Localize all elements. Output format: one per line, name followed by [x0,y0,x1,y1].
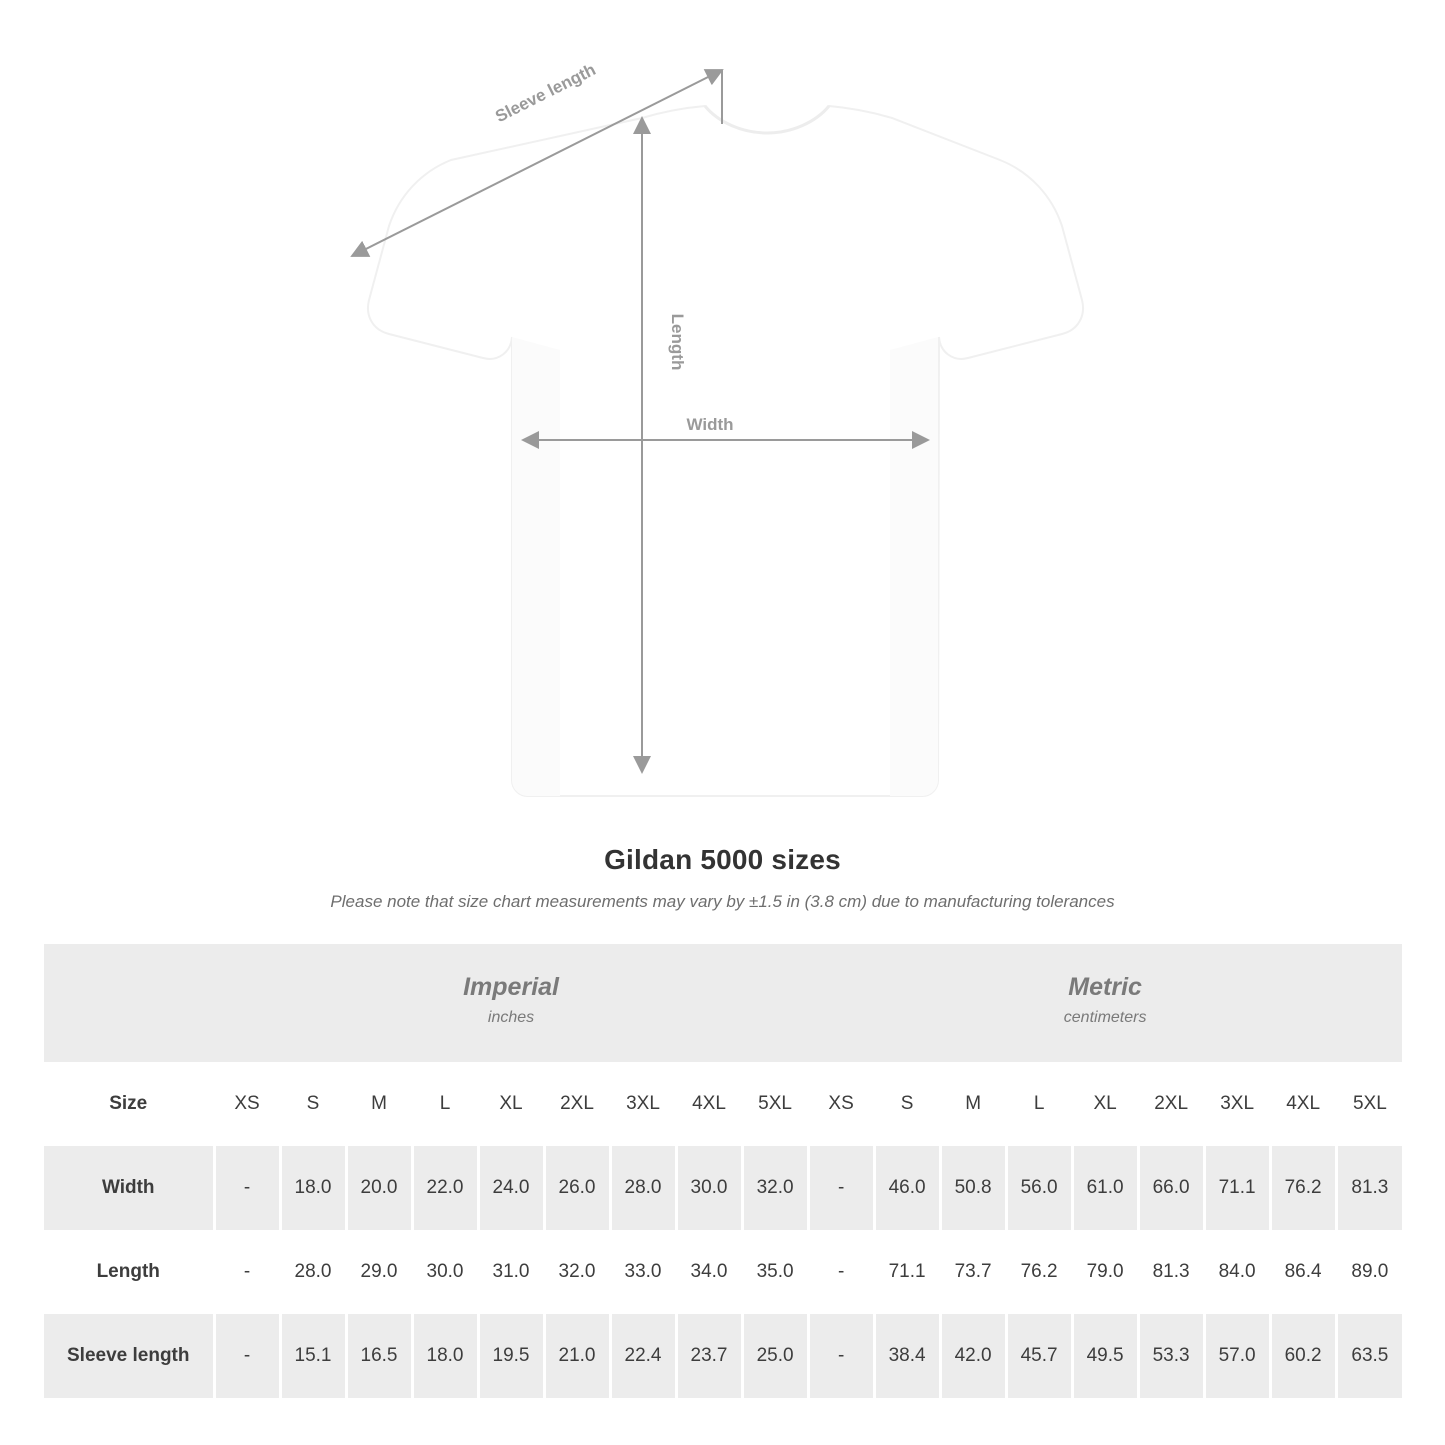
cell-length-imp-m: 29.0 [346,1230,412,1314]
row-label-sleeve-length: Sleeve length [44,1314,214,1398]
cell-width-met-s: 46.0 [874,1146,940,1230]
cell-sleeve-met-l: 45.7 [1006,1314,1072,1398]
size-header-imp-l: L [412,1062,478,1146]
cell-length-imp-5xl: 35.0 [742,1230,808,1314]
cell-width-met-5xl: 81.3 [1336,1146,1402,1230]
cell-length-met-xs: - [808,1230,874,1314]
cell-sleeve-met-5xl: 63.5 [1336,1314,1402,1398]
cell-width-met-xl: 61.0 [1072,1146,1138,1230]
table-row [44,1230,1402,1314]
cell-sleeve-met-3xl: 57.0 [1204,1314,1270,1398]
width-label: Width [686,415,734,434]
size-header-imp-2xl: 2XL [544,1062,610,1146]
size-header-met-2xl: 2XL [1138,1062,1204,1146]
cell-width-imp-2xl: 26.0 [544,1146,610,1230]
cell-length-imp-l: 30.0 [412,1230,478,1314]
size-header-imp-3xl: 3XL [610,1062,676,1146]
cell-length-met-m: 73.7 [940,1230,1006,1314]
chart-note: Please note that size chart measurements may vary by ±1.5 in (3.8 cm) due to manufacturing tolerances [330,892,1115,911]
cell-sleeve-met-xl: 49.5 [1072,1314,1138,1398]
table-row [44,1314,1402,1398]
size-header-imp-xl: XL [478,1062,544,1146]
size-header-row [44,1062,1402,1146]
size-table [44,944,1402,1398]
cell-width-met-4xl: 76.2 [1270,1146,1336,1230]
size-header-imp-m: M [346,1062,412,1146]
cell-width-imp-xl: 24.0 [478,1146,544,1230]
table-row [44,1146,1402,1230]
size-table-wrapper [44,944,1401,1398]
cell-length-met-s: 71.1 [874,1230,940,1314]
cell-width-met-3xl: 71.1 [1204,1146,1270,1230]
unit-metric-sub: centimeters [1063,1009,1147,1027]
unit-header-row [44,944,1402,1062]
cell-width-met-xs: - [808,1146,874,1230]
cell-width-met-m: 50.8 [940,1146,1006,1230]
unit-header-spacer [44,944,214,1062]
cell-sleeve-imp-4xl: 23.7 [676,1314,742,1398]
cell-width-imp-3xl: 28.0 [610,1146,676,1230]
size-header-met-4xl: 4XL [1270,1062,1336,1146]
cell-length-met-4xl: 86.4 [1270,1230,1336,1314]
cell-sleeve-imp-5xl: 25.0 [742,1314,808,1398]
cell-sleeve-met-s: 38.4 [874,1314,940,1398]
cell-length-met-xl: 79.0 [1072,1230,1138,1314]
unit-imperial-sub: inches [487,1009,535,1027]
cell-length-met-l: 76.2 [1006,1230,1072,1314]
cell-length-met-3xl: 84.0 [1204,1230,1270,1314]
size-header-met-s: S [874,1062,940,1146]
cell-sleeve-imp-s: 15.1 [280,1314,346,1398]
cell-length-imp-xs: - [214,1230,280,1314]
cell-width-imp-5xl: 32.0 [742,1146,808,1230]
cell-width-imp-4xl: 30.0 [676,1146,742,1230]
row-label-length: Length [44,1230,214,1314]
cell-length-imp-2xl: 32.0 [544,1230,610,1314]
size-header-met-xl: XL [1072,1062,1138,1146]
unit-imperial-name: Imperial [463,973,559,1002]
cell-length-met-2xl: 81.3 [1138,1230,1204,1314]
size-header-met-xs: XS [808,1062,874,1146]
size-header-met-3xl: 3XL [1204,1062,1270,1146]
size-header-label: Size [44,1062,214,1146]
size-header-imp-xs: XS [214,1062,280,1146]
size-header-imp-4xl: 4XL [676,1062,742,1146]
size-header-imp-s: S [280,1062,346,1146]
size-header-imp-5xl: 5XL [742,1062,808,1146]
cell-width-met-l: 56.0 [1006,1146,1072,1230]
cell-sleeve-imp-xl: 19.5 [478,1314,544,1398]
unit-header-imperial [214,944,808,1062]
cell-sleeve-imp-xs: - [214,1314,280,1398]
cell-sleeve-imp-2xl: 21.0 [544,1314,610,1398]
size-header-met-m: M [940,1062,1006,1146]
cell-width-imp-s: 18.0 [280,1146,346,1230]
cell-sleeve-met-4xl: 60.2 [1270,1314,1336,1398]
cell-sleeve-met-xs: - [808,1314,874,1398]
cell-length-imp-s: 28.0 [280,1230,346,1314]
cell-length-met-5xl: 89.0 [1336,1230,1402,1314]
cell-width-imp-m: 20.0 [346,1146,412,1230]
size-header-met-l: L [1006,1062,1072,1146]
cell-width-imp-xs: - [214,1146,280,1230]
chart-title: Gildan 5000 sizes [604,844,841,875]
cell-sleeve-imp-3xl: 22.4 [610,1314,676,1398]
cell-sleeve-imp-m: 16.5 [346,1314,412,1398]
cell-length-imp-xl: 31.0 [478,1230,544,1314]
cell-length-imp-3xl: 33.0 [610,1230,676,1314]
length-label: Length [668,313,687,371]
cell-sleeve-met-m: 42.0 [940,1314,1006,1398]
sleeve-length-label: Sleeve length [492,59,599,127]
unit-metric-name: Metric [1068,973,1142,1002]
cell-sleeve-met-2xl: 53.3 [1138,1314,1204,1398]
size-header-met-5xl: 5XL [1336,1062,1402,1146]
cell-length-imp-4xl: 34.0 [676,1230,742,1314]
cell-width-imp-l: 22.0 [412,1146,478,1230]
cell-sleeve-imp-l: 18.0 [412,1314,478,1398]
unit-header-metric [808,944,1402,1062]
tshirt-shape [368,106,1083,796]
row-label-width: Width [44,1146,214,1230]
cell-width-met-2xl: 66.0 [1138,1146,1204,1230]
